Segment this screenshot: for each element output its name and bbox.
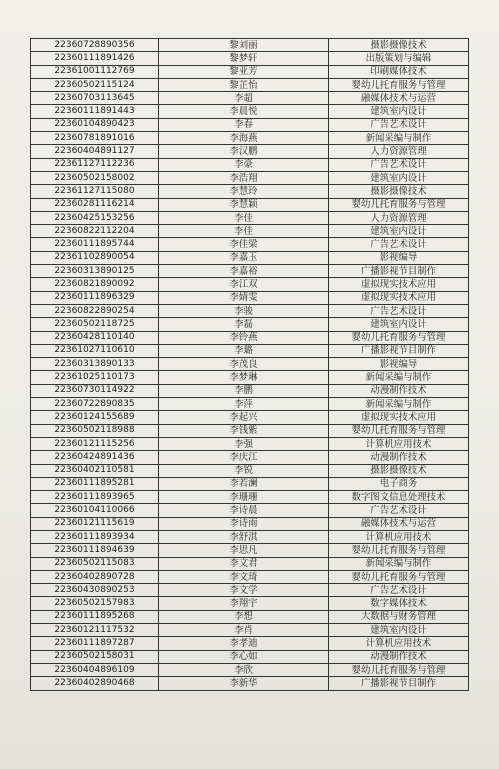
major-cell: 印刷媒体技术 — [329, 65, 469, 78]
major-cell: 广告艺术设计 — [329, 504, 469, 517]
major-cell: 建筑室内设计 — [329, 624, 469, 637]
table-row — [31, 544, 469, 557]
table-row — [31, 265, 469, 278]
table-row — [31, 52, 469, 65]
student-id-cell: 22360111896329 — [31, 291, 159, 304]
table-row — [31, 158, 469, 171]
student-name-cell: 李佳梁 — [159, 238, 329, 251]
major-cell: 动漫制作技术 — [329, 650, 469, 663]
major-cell: 新闻采编与制作 — [329, 132, 469, 145]
student-name-cell: 李超 — [159, 92, 329, 105]
table-row — [31, 650, 469, 663]
student-name-cell: 李嘉裕 — [159, 265, 329, 278]
major-cell: 融媒体技术与运营 — [329, 517, 469, 530]
table-row — [31, 358, 469, 371]
student-name-cell: 李欣 — [159, 663, 329, 676]
student-id-cell: 22360104110066 — [31, 504, 159, 517]
student-id-cell: 22360728890356 — [31, 39, 159, 52]
table-row — [31, 132, 469, 145]
table-row — [31, 597, 469, 610]
student-name-cell: 李钱紫 — [159, 424, 329, 437]
student-name-cell: 李心如 — [159, 650, 329, 663]
major-cell: 广播影视节目制作 — [329, 677, 469, 690]
table-row — [31, 477, 469, 490]
student-id-cell: 22360502157983 — [31, 597, 159, 610]
major-cell: 动漫制作技术 — [329, 451, 469, 464]
student-id-cell: 22360111894639 — [31, 544, 159, 557]
student-id-cell: 22360502158031 — [31, 650, 159, 663]
student-name-cell: 李想 — [159, 610, 329, 623]
student-name-cell: 李佳 — [159, 225, 329, 238]
table-row — [31, 677, 469, 690]
major-cell: 广告艺术设计 — [329, 238, 469, 251]
student-name-cell: 李锐 — [159, 464, 329, 477]
table-row — [31, 344, 469, 357]
student-name-cell: 李诗晨 — [159, 504, 329, 517]
student-id-cell: 22360402890728 — [31, 570, 159, 583]
table-row — [31, 530, 469, 543]
student-id-cell: 22360821890092 — [31, 278, 159, 291]
student-id-cell: 22361127112236 — [31, 158, 159, 171]
student-id-cell: 22360111891426 — [31, 52, 159, 65]
student-id-cell: 22360111891443 — [31, 105, 159, 118]
major-cell: 广告艺术设计 — [329, 158, 469, 171]
student-id-cell: 22360703113645 — [31, 92, 159, 105]
major-cell: 婴幼儿托育服务与管理 — [329, 570, 469, 583]
student-id-cell: 22360111895268 — [31, 610, 159, 623]
table-row — [31, 185, 469, 198]
student-id-cell: 22360124155689 — [31, 411, 159, 424]
student-name-cell: 李春 — [159, 118, 329, 131]
student-name-cell: 黎刘丽 — [159, 39, 329, 52]
student-id-cell: 22360104890423 — [31, 118, 159, 131]
major-cell: 摄影摄像技术 — [329, 464, 469, 477]
student-id-cell: 22360404891127 — [31, 145, 159, 158]
major-cell: 广播影视节目制作 — [329, 265, 469, 278]
major-cell: 婴幼儿托育服务与管理 — [329, 331, 469, 344]
student-id-cell: 22360430890253 — [31, 584, 159, 597]
student-name-cell: 李海燕 — [159, 132, 329, 145]
student-id-cell: 22361027110610 — [31, 344, 159, 357]
table-row — [31, 278, 469, 291]
student-id-cell: 22360502115124 — [31, 78, 159, 91]
major-cell: 广告艺术设计 — [329, 584, 469, 597]
table-row — [31, 65, 469, 78]
student-name-cell: 李梦琳 — [159, 371, 329, 384]
student-name-cell: 李强 — [159, 437, 329, 450]
major-cell: 新闻采编与制作 — [329, 398, 469, 411]
table-row — [31, 118, 469, 131]
table-row — [31, 663, 469, 676]
major-cell: 人力资源管理 — [329, 211, 469, 224]
student-name-cell: 李庆江 — [159, 451, 329, 464]
student-name-cell: 李新华 — [159, 677, 329, 690]
major-cell: 影视编导 — [329, 251, 469, 264]
student-name-cell: 李萍 — [159, 398, 329, 411]
student-name-cell: 李婧雯 — [159, 291, 329, 304]
major-cell: 婴幼儿托育服务与管理 — [329, 78, 469, 91]
student-name-cell: 李晨悦 — [159, 105, 329, 118]
table-row — [31, 92, 469, 105]
student-name-cell: 李嘉玉 — [159, 251, 329, 264]
table-row — [31, 39, 469, 52]
table-row — [31, 251, 469, 264]
student-id-cell: 22360111895281 — [31, 477, 159, 490]
major-cell: 婴幼儿托育服务与管理 — [329, 663, 469, 676]
student-id-cell: 22360781891016 — [31, 132, 159, 145]
table-row — [31, 291, 469, 304]
student-name-cell: 李鹏 — [159, 384, 329, 397]
table-row — [31, 371, 469, 384]
major-cell: 婴幼儿托育服务与管理 — [329, 424, 469, 437]
major-cell: 新闻采编与制作 — [329, 557, 469, 570]
student-name-cell: 李茂良 — [159, 358, 329, 371]
table-row — [31, 411, 469, 424]
student-name-cell: 李珊珊 — [159, 491, 329, 504]
table-row — [31, 637, 469, 650]
student-id-cell: 22360425153256 — [31, 211, 159, 224]
major-cell: 数字媒体技术 — [329, 597, 469, 610]
student-id-cell: 22360402110581 — [31, 464, 159, 477]
major-cell: 建筑室内设计 — [329, 225, 469, 238]
table-row — [31, 384, 469, 397]
major-cell: 计算机应用技术 — [329, 637, 469, 650]
student-list-body — [31, 39, 469, 691]
student-name-cell: 李骏 — [159, 304, 329, 317]
table-row — [31, 451, 469, 464]
major-cell: 数字图文信息处理技术 — [329, 491, 469, 504]
major-cell: 虚拟现实技术应用 — [329, 291, 469, 304]
major-cell: 人力资源管理 — [329, 145, 469, 158]
student-id-cell: 22360428110140 — [31, 331, 159, 344]
table-row — [31, 584, 469, 597]
student-id-cell: 22360404896109 — [31, 663, 159, 676]
table-row — [31, 171, 469, 184]
major-cell: 虚拟现实技术应用 — [329, 278, 469, 291]
student-id-cell: 22360722890835 — [31, 398, 159, 411]
student-name-cell: 李慧玲 — [159, 185, 329, 198]
major-cell: 新闻采编与制作 — [329, 371, 469, 384]
student-name-cell: 李翔宇 — [159, 597, 329, 610]
student-name-cell: 李磊 — [159, 318, 329, 331]
student-id-cell: 22360121115619 — [31, 517, 159, 530]
student-id-cell: 22361102890054 — [31, 251, 159, 264]
major-cell: 建筑室内设计 — [329, 171, 469, 184]
student-name-cell: 李文君 — [159, 557, 329, 570]
table-row — [31, 464, 469, 477]
student-id-cell: 22361025110173 — [31, 371, 159, 384]
student-name-cell: 李佳 — [159, 211, 329, 224]
student-name-cell: 李铃燕 — [159, 331, 329, 344]
table-row — [31, 570, 469, 583]
table-row — [31, 145, 469, 158]
table-row — [31, 225, 469, 238]
student-name-cell: 李汉鹏 — [159, 145, 329, 158]
table-row — [31, 610, 469, 623]
student-name-cell: 李璐 — [159, 344, 329, 357]
table-row — [31, 105, 469, 118]
table-row — [31, 491, 469, 504]
student-id-cell: 22360424891436 — [31, 451, 159, 464]
student-list-table — [30, 38, 469, 691]
major-cell: 建筑室内设计 — [329, 105, 469, 118]
student-name-cell: 黎梦轩 — [159, 52, 329, 65]
student-name-cell: 李江双 — [159, 278, 329, 291]
student-name-cell: 李豪 — [159, 158, 329, 171]
major-cell: 虚拟现实技术应用 — [329, 411, 469, 424]
table-row — [31, 424, 469, 437]
major-cell: 摄影摄像技术 — [329, 39, 469, 52]
student-id-cell: 22360111897287 — [31, 637, 159, 650]
major-cell: 融媒体技术与运营 — [329, 92, 469, 105]
table-row — [31, 211, 469, 224]
major-cell: 影视编导 — [329, 358, 469, 371]
student-name-cell: 李孝迪 — [159, 637, 329, 650]
major-cell: 出版策划与编辑 — [329, 52, 469, 65]
major-cell: 动漫制作技术 — [329, 384, 469, 397]
student-name-cell: 李思凡 — [159, 544, 329, 557]
table-row — [31, 504, 469, 517]
student-id-cell: 22360822112204 — [31, 225, 159, 238]
student-name-cell: 李起兴 — [159, 411, 329, 424]
student-name-cell: 黎亚芳 — [159, 65, 329, 78]
student-name-cell: 李诗雨 — [159, 517, 329, 530]
student-id-cell: 22360313890125 — [31, 265, 159, 278]
table-row — [31, 624, 469, 637]
major-cell: 广播影视节目制作 — [329, 344, 469, 357]
student-id-cell: 22361127115080 — [31, 185, 159, 198]
student-id-cell: 22360502158002 — [31, 171, 159, 184]
major-cell: 电子商务 — [329, 477, 469, 490]
student-name-cell: 李文学 — [159, 584, 329, 597]
student-id-cell: 22360281116214 — [31, 198, 159, 211]
table-row — [31, 198, 469, 211]
table-row — [31, 238, 469, 251]
table-row — [31, 78, 469, 91]
table-row — [31, 318, 469, 331]
table-row — [31, 437, 469, 450]
major-cell: 婴幼儿托育服务与管理 — [329, 198, 469, 211]
table-row — [31, 557, 469, 570]
student-name-cell: 李浩翔 — [159, 171, 329, 184]
student-id-cell: 22360313890133 — [31, 358, 159, 371]
student-name-cell: 李肖 — [159, 624, 329, 637]
student-name-cell: 李慧颖 — [159, 198, 329, 211]
student-name-cell: 李若澜 — [159, 477, 329, 490]
student-id-cell: 22360502118988 — [31, 424, 159, 437]
major-cell: 建筑室内设计 — [329, 318, 469, 331]
student-id-cell: 22361001112769 — [31, 65, 159, 78]
table-row — [31, 331, 469, 344]
student-id-cell: 22360111895744 — [31, 238, 159, 251]
table-row — [31, 517, 469, 530]
student-id-cell: 22360730114922 — [31, 384, 159, 397]
student-name-cell: 李舒淇 — [159, 530, 329, 543]
table-row — [31, 398, 469, 411]
table-row — [31, 304, 469, 317]
major-cell: 广告艺术设计 — [329, 118, 469, 131]
student-id-cell: 22360121117532 — [31, 624, 159, 637]
student-name-cell: 李文琦 — [159, 570, 329, 583]
student-id-cell: 22360822890254 — [31, 304, 159, 317]
major-cell: 摄影摄像技术 — [329, 185, 469, 198]
student-id-cell: 22360402890468 — [31, 677, 159, 690]
student-id-cell: 22360502118725 — [31, 318, 159, 331]
student-id-cell: 22360502115083 — [31, 557, 159, 570]
major-cell: 计算机应用技术 — [329, 437, 469, 450]
student-name-cell: 黎芷怡 — [159, 78, 329, 91]
student-id-cell: 22360111893965 — [31, 491, 159, 504]
student-id-cell: 22360111893934 — [31, 530, 159, 543]
major-cell: 婴幼儿托育服务与管理 — [329, 544, 469, 557]
major-cell: 计算机应用技术 — [329, 530, 469, 543]
major-cell: 广告艺术设计 — [329, 304, 469, 317]
student-id-cell: 22360121115256 — [31, 437, 159, 450]
major-cell: 大数据与财务管理 — [329, 610, 469, 623]
